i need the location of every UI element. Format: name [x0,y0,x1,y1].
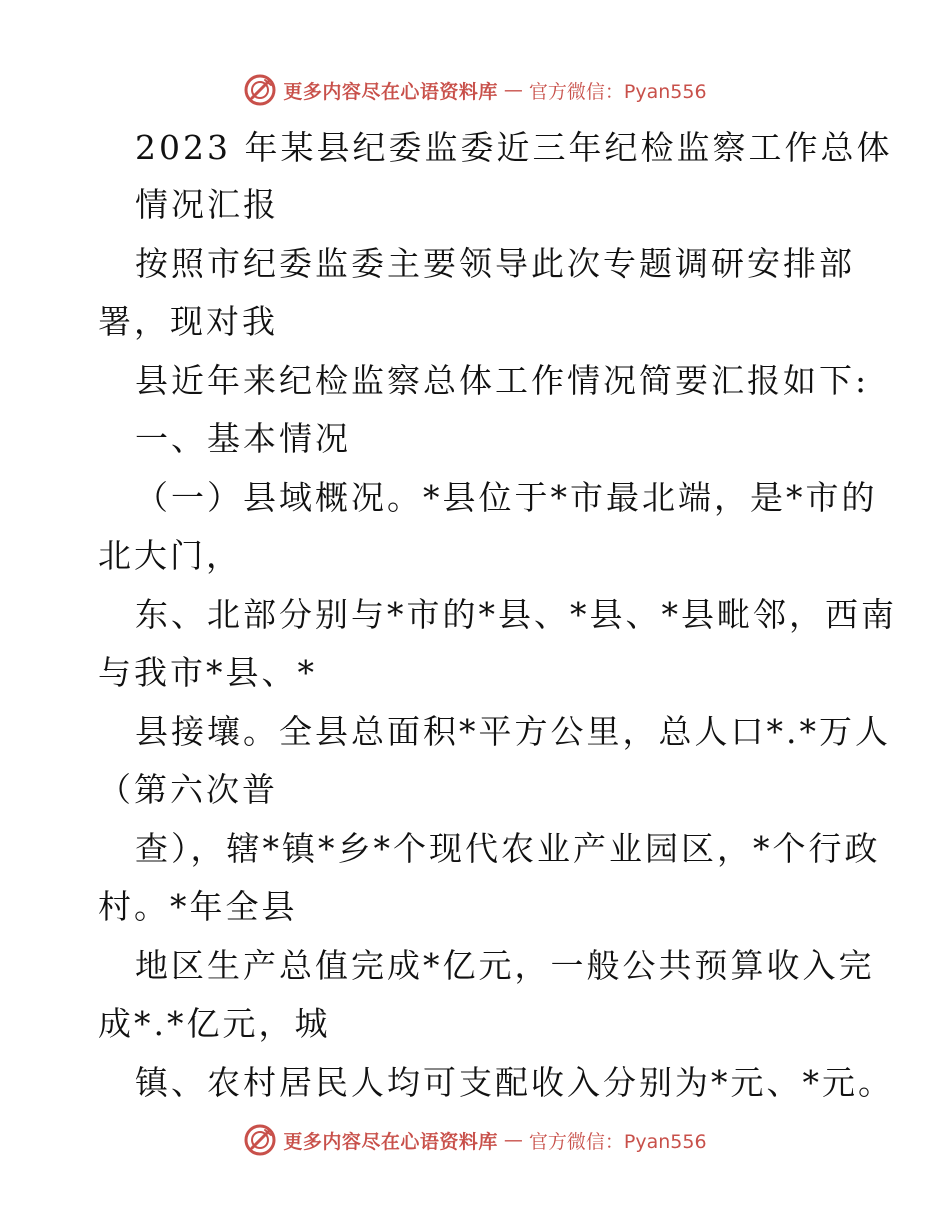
red-seal-logo-icon [243,1123,277,1157]
document-title-line-2: 情况汇报 [135,185,279,224]
red-seal-logo-icon [243,73,277,107]
paragraph-line: （一）县域概况。*县位于*市最北端，是*市的 [135,478,878,517]
paragraph-line: 成*.*亿元，城 [98,1004,331,1043]
section-heading: 一、基本情况 [135,419,351,458]
watermark-separator: — [503,79,523,101]
watermark-wechat-text: 官方微信：Pyan556 [528,80,707,103]
paragraph-line: 东、北部分别与*市的*县、*县、*县毗邻，西南 [135,595,897,634]
paragraph-line: 署，现对我 [98,302,278,341]
watermark-promo-text: 更多内容尽在心语资料库 [283,1130,498,1153]
paragraph-line: （第六次普 [98,770,278,809]
paragraph-line: 县接壤。全县总面积*平方公里，总人口*.*万人 [135,712,891,751]
footer-watermark [0,1120,950,1160]
header-watermark [0,70,950,110]
document-title-line-1: 2023 年某县纪委监委近三年纪检监察工作总体 [135,128,893,167]
watermark-separator: — [503,1129,523,1151]
paragraph-line: 按照市纪委监委主要领导此次专题调研安排部 [135,244,855,283]
paragraph-line: 查），辖*镇*乡*个现代农业产业园区，*个行政 [135,829,881,868]
paragraph-line: 村。*年全县 [98,887,298,926]
paragraph-line: 镇、农村居民人均可支配收入分别为*元、*元。 [135,1063,894,1102]
watermark-wechat-text: 官方微信：Pyan556 [528,1130,707,1153]
watermark-promo-text: 更多内容尽在心语资料库 [283,80,498,103]
paragraph-line: 县近年来纪检监察总体工作情况简要汇报如下: [135,361,870,400]
paragraph-line: 北大门， [98,536,242,575]
paragraph-line: 与我市*县、* [98,653,317,692]
paragraph-line: 地区生产总值完成*亿元，一般公共预算收入完 [135,946,875,985]
